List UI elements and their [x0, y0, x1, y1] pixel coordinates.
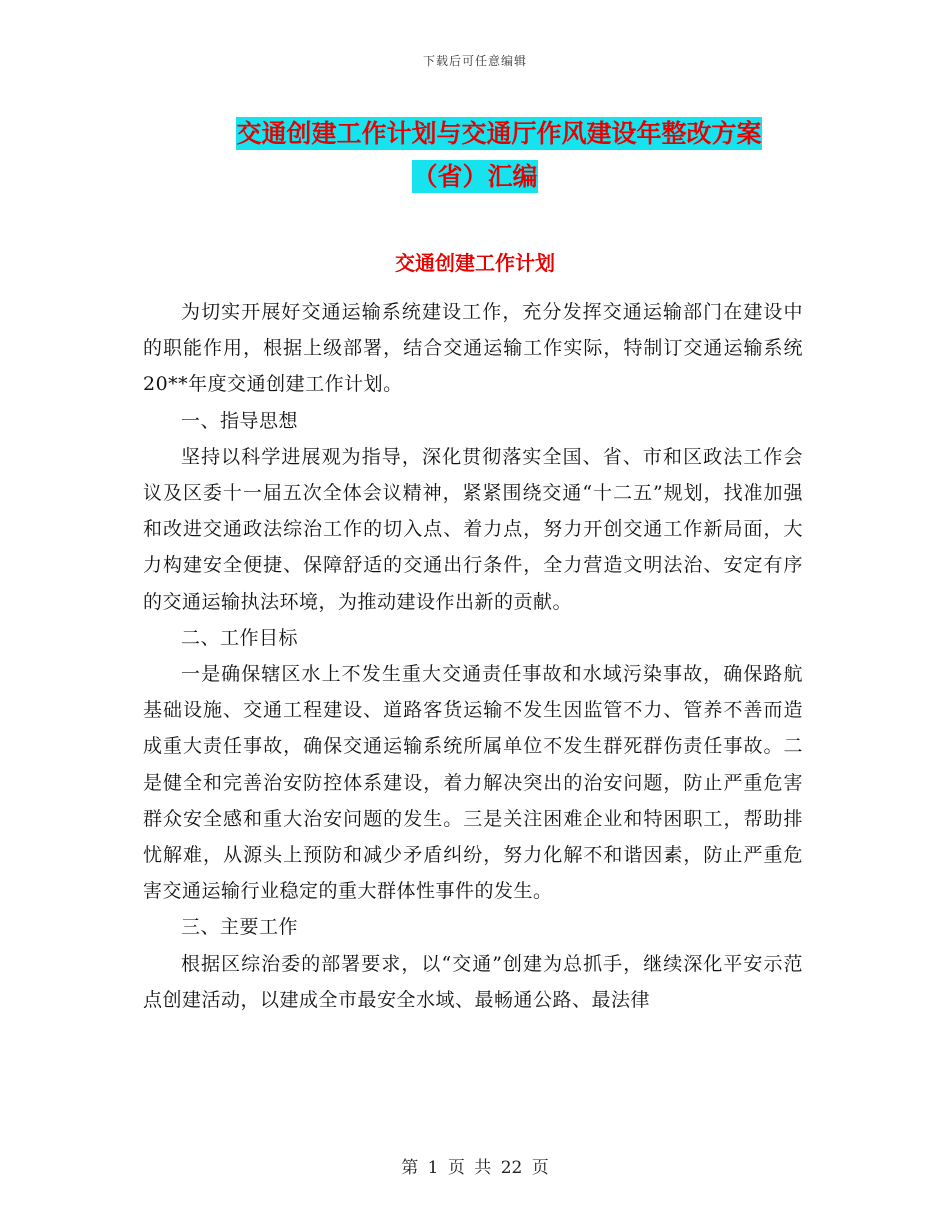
heading-main-work: 三、主要工作 [181, 916, 299, 939]
document-body [143, 294, 803, 1018]
document-title-line-1 [24, 114, 950, 150]
title-highlight: 交通创建工作计划与交通厅作风建设年整改方案 [236, 119, 762, 148]
heading-work-goals: 二、工作目标 [181, 626, 299, 649]
paragraph-intro: 为切实开展好交通运输系统建设工作，充分发挥交通运输部门在建设中的职能作用，根据上级部署，结合交通运输工作实际，特制订交通运输系统20**年度交通创建工作计划。 [143, 301, 803, 396]
paragraph-guiding-ideology: 坚持以科学进展观为指导，深化贯彻落实全国、省、市和区政法工作会议及区委十一届五次全体会议精神，紧紧围绕交通“十二五”规划，找准加强和改进交通政法综治工作的切入点、着力点，努力开创交通工作新局面，大力构建安全便捷、保障舒适的交通出行条件，全力营造文明法治、安定有序的交通运输执法环境，为推动建设作出新的贡献。 [143, 445, 803, 613]
paragraph-work-goals: 一是确保辖区水上不发生重大交通责任事故和水域污染事故，确保路航基础设施、交通工程建设、道路客货运输不发生因监管不力、管养不善而造成重大责任事故，确保交通运输系统所属单位不发生群死群伤责任事故。二是健全和完善治安防控体系建设，着力解决突出的治安问题，防止严重危害群众安全感和重大治安问题的发生。三是关注困难企业和特困职工，帮助排忧解难，从源头上预防和减少矛盾纠纷，努力化解不和谐因素，防止严重危害交通运输行业稳定的重大群体性事件的发生。 [143, 663, 803, 903]
document-title-line-2 [0, 157, 950, 193]
heading-guiding-ideology: 一、指导思想 [181, 409, 299, 432]
paragraph-main-work: 根据区综治委的部署要求，以“交通”创建为总抓手，继续深化平安示范点创建活动，以建成全市最安全水域、最畅通公路、最法律 [143, 952, 803, 1011]
header-note: 下载后可任意编辑 [422, 54, 527, 68]
title-highlight: （省）汇编 [412, 162, 538, 191]
page-number-footer: 第 1 页 共 22 页 [401, 1158, 549, 1178]
section-title: 交通创建工作计划 [395, 251, 555, 275]
